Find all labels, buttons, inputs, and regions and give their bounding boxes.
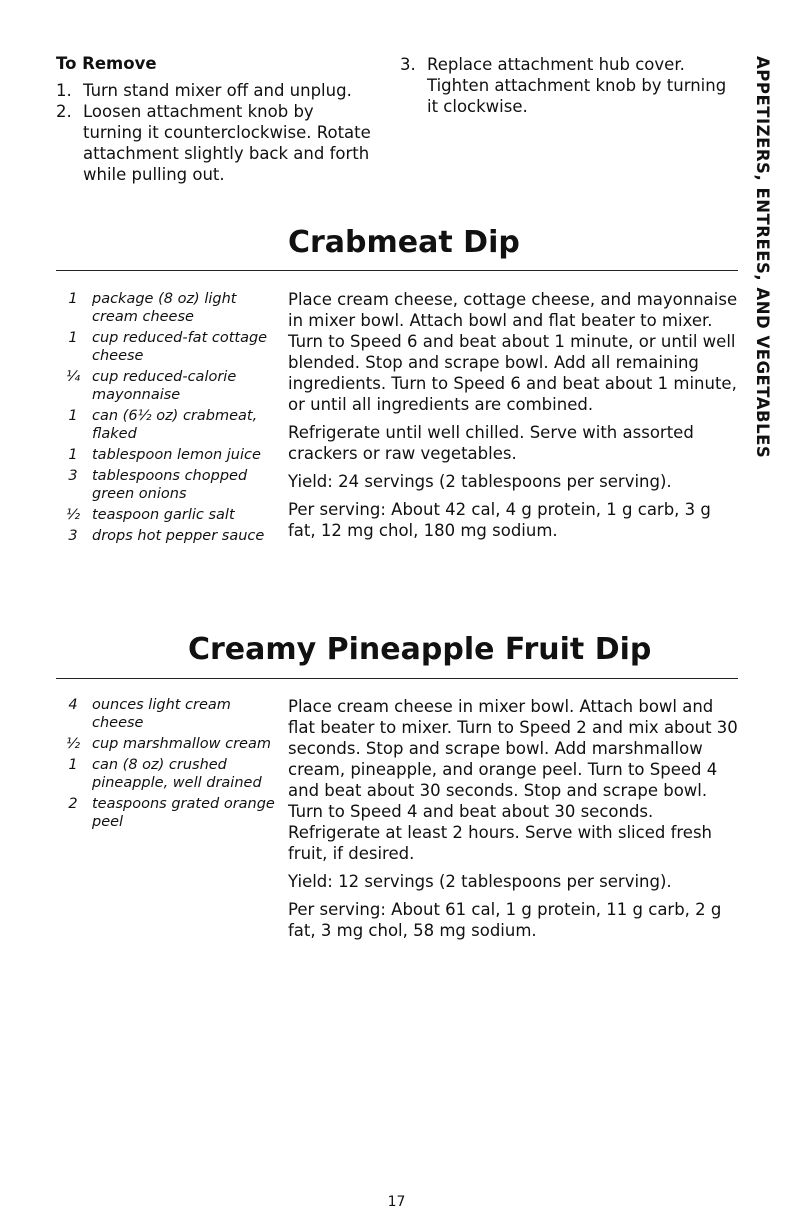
- ingredient-qty: 1: [68, 291, 78, 307]
- ingredient-qty: 3: [68, 528, 78, 544]
- method-crabmeat-dip: [288, 289, 740, 548]
- ingredient-qty: ½: [65, 736, 81, 752]
- section-side-tab-label: APPETIZERS, ENTREES, AND VEGETABLES: [753, 56, 772, 459]
- ingredient-item: can (6½ oz) crabmeat, flaked: [92, 408, 258, 442]
- recipe-title-crabmeat-dip: Crabmeat Dip: [288, 225, 520, 260]
- ingredient: [56, 506, 276, 524]
- nutrition-text: Per serving: About 61 cal, 1 g protein, 11 g carb, 2 g fat, 3 mg chol, 58 mg sodium.: [288, 900, 722, 940]
- ingredient-qty: 2: [68, 796, 78, 812]
- step-number: 3.: [400, 55, 416, 74]
- yield-text: Yield: 24 servings (2 tablespoons per serving).: [288, 472, 672, 491]
- ingredient-qty: ½: [65, 507, 81, 523]
- ingredient: [56, 407, 276, 443]
- section-side-tab: [752, 56, 772, 459]
- ingredient-item: teaspoon garlic salt: [92, 507, 235, 523]
- ingredient-qty: 1: [68, 330, 78, 346]
- ingredient-item: cup reduced-fat cottage cheese: [92, 330, 268, 364]
- divider: [56, 678, 738, 679]
- ingredient: [56, 467, 276, 503]
- ingredient-item: teaspoons grated orange peel: [92, 796, 275, 830]
- step-text: Replace attachment hub cover. Tighten attachment knob by turning it clockwise.: [427, 55, 727, 116]
- ingredient: [56, 527, 276, 545]
- ingredient-qty: 1: [68, 408, 78, 424]
- remove-step: [56, 80, 376, 101]
- ingredient: [56, 368, 276, 404]
- ingredient: [56, 756, 276, 792]
- method-paragraph: Refrigerate until well chilled. Serve with assorted crackers or raw vegetables.: [288, 423, 694, 463]
- remove-step: [56, 101, 376, 185]
- yield-text: Yield: 12 servings (2 tablespoons per serving).: [288, 872, 672, 891]
- ingredient-qty: 1: [68, 757, 78, 773]
- remove-steps-right: [400, 54, 740, 117]
- ingredient: [56, 696, 276, 732]
- to-remove-heading: To Remove: [56, 54, 157, 73]
- method-pineapple-dip: [288, 696, 740, 948]
- ingredient-qty: 4: [68, 697, 78, 713]
- ingredient: [56, 446, 276, 464]
- ingredient-item: package (8 oz) light cream cheese: [92, 291, 237, 325]
- ingredient-item: tablespoon lemon juice: [92, 447, 261, 463]
- method-paragraph: Place cream cheese, cottage cheese, and mayonnaise in mixer bowl. Attach bowl and flat beater to mixer. Turn to Speed 6 and beat about 1 minute, or until well blended. Stop and scrape bowl. Add all remaining ingredients. Turn to Speed 6 and beat about 1 minute, or until all ingredients are combined.: [288, 290, 738, 414]
- recipe-title-pineapple-dip: Creamy Pineapple Fruit Dip: [188, 632, 652, 667]
- ingredient-list-pineapple-dip: [56, 696, 276, 834]
- remove-steps-left: [56, 80, 376, 185]
- step-number: 1.: [56, 81, 72, 100]
- method-paragraph: Place cream cheese in mixer bowl. Attach bowl and flat beater to mixer. Turn to Speed 2 and mix about 30 seconds. Stop and scrape bowl. Add marshmallow cream, pineapple, and orange peel. Turn to Speed 4 and beat about 30 seconds. Stop and scrape bowl. Turn to Speed 4 and beat about 30 seconds. Refrigerate at least 2 hours. Serve with sliced fresh fruit, if desired.: [288, 697, 738, 863]
- ingredient-item: cup reduced-calorie mayonnaise: [92, 369, 237, 403]
- remove-step: [400, 54, 740, 117]
- ingredient-qty: ¼: [65, 369, 81, 385]
- ingredient-item: cup marshmallow cream: [92, 736, 271, 752]
- page-number: 17: [387, 1194, 406, 1210]
- ingredient: [56, 735, 276, 753]
- ingredient: [56, 290, 276, 326]
- divider: [56, 270, 738, 271]
- ingredient-item: tablespoons chopped green onions: [92, 468, 248, 502]
- nutrition-text: Per serving: About 42 cal, 4 g protein, 1 g carb, 3 g fat, 12 mg chol, 180 mg sodium.: [288, 500, 711, 540]
- ingredient: [56, 795, 276, 831]
- ingredient-list-crabmeat-dip: [56, 290, 276, 548]
- step-text: Loosen attachment knob by turning it counterclockwise. Rotate attachment slightly back and forth while pulling out.: [83, 102, 371, 184]
- step-text: Turn stand mixer off and unplug.: [83, 81, 352, 100]
- ingredient-item: can (8 oz) crushed pineapple, well drained: [92, 757, 262, 791]
- ingredient-qty: 3: [68, 468, 78, 484]
- ingredient-item: drops hot pepper sauce: [92, 528, 265, 544]
- step-number: 2.: [56, 102, 72, 121]
- ingredient: [56, 329, 276, 365]
- ingredient-qty: 1: [68, 447, 78, 463]
- ingredient-item: ounces light cream cheese: [92, 697, 231, 731]
